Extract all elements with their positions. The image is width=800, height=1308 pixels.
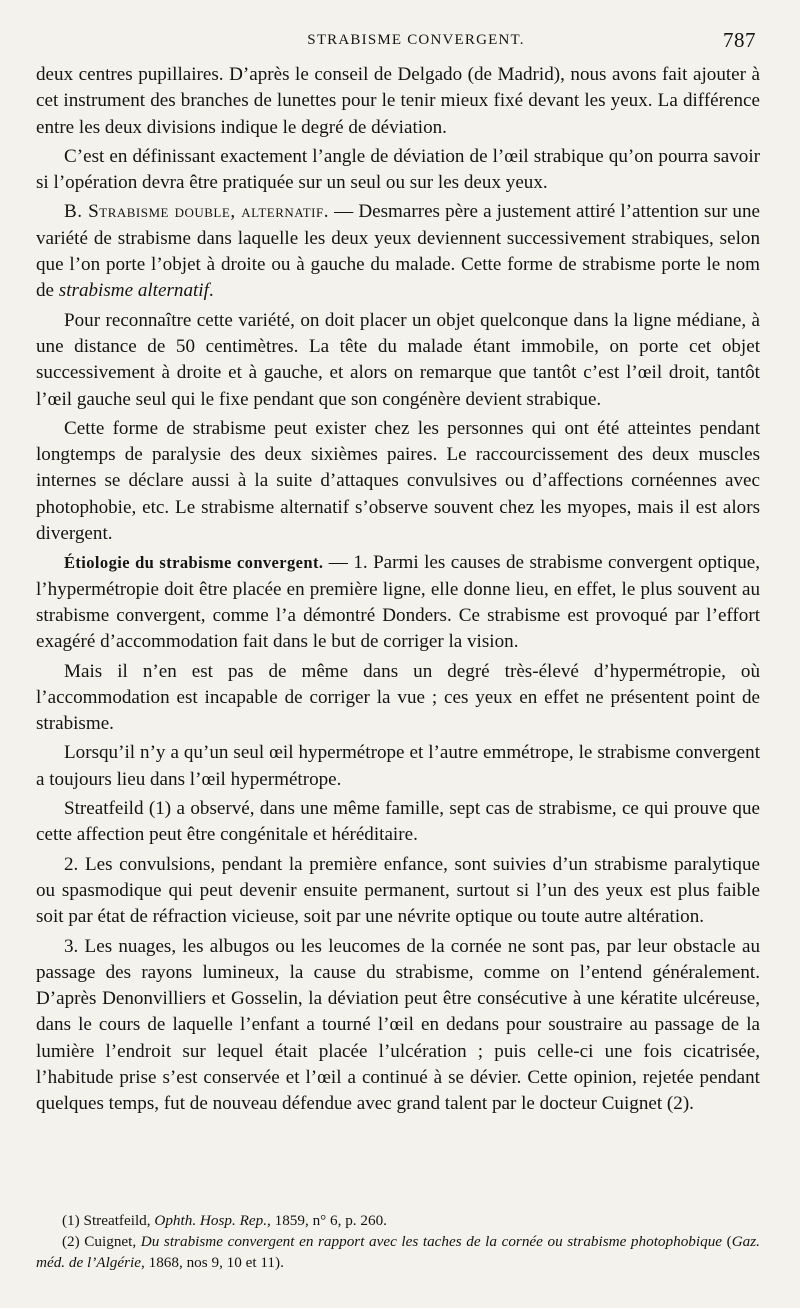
section-heading-etiologie: Étiologie du strabisme convergent. <box>64 553 324 573</box>
term-strabisme-alternatif: strabisme alternatif <box>58 280 209 302</box>
paragraph-5: Cette forme de strabisme peut exister chez les personnes qui ont été atteintes pendant longtemps de paralysie des deux sixièmes paires. Le raccourcissement des deux muscles internes se déclare aussi à la suite d’attaques convulsives ou d’affections cornéennes avec photophobie, etc. Le strabisme alternatif s’observe souvent chez les myopes, mais il est alors divergent. <box>36 417 760 545</box>
paragraph-4: Pour reconnaître cette variété, on doit placer un objet quelconque dans la ligne médiane, à une distance de 50 centimètres. La tête du malade étant immobile, on porte cet objet successivement à droite et à gauche, et alors on remarque que tantôt c’est l’œil droit, tantôt l’œil gauche seul qui le fixe pendant que son congénère devient strabique. <box>36 309 760 410</box>
paragraph-9: Streatfeild (1) a observé, dans une même famille, sept cas de strabisme, ce qui prouve que cette affection peut être congénitale et héréditaire. <box>36 798 760 846</box>
paragraph-8: Lorsqu’il n’y a qu’un seul œil hypermétrope et l’autre emmétrope, le strabisme convergent a toujours lieu dans l’œil hypermétrope. <box>36 742 760 790</box>
paragraph-7: Mais il n’en est pas de même dans un degré très-élevé d’hypermétropie, où l’accommodation est incapable de corriger la vue ; ces yeux en effet ne présentent point de strabisme. <box>36 660 760 735</box>
paragraph-11: 3. Les nuages, les albugos ou les leucomes de la cornée ne sont pas, par leur obstacle au passage des rayons lumineux, la cause du strabisme, comme on l’entend généralement. D’après Denonvilliers et Gosselin, la déviation peut être consécutive à une kératite ulcéreuse, dans le cours de laquelle l’enfant a tourné l’œil en dedans pour soustraire au passage de la lumière l’endroit sur lequel était placée l’ulcération ; puis celle-ci une fois cicatrisée, l’habitude prise s’est conservée et l’œil a continué à se dévier. Cette opinion, rejetée pendant quelques temps, fut de nouveau défendue avec grand talent par le docteur Cuignet (2). <box>36 935 760 1115</box>
running-title: STRABISME CONVERGENT. <box>307 32 525 48</box>
body-text <box>36 62 760 1118</box>
paragraph-1: deux centres pupillaires. D’après le conseil de Delgado (de Madrid), nous avons fait ajouter à cet instrument des branches de lunettes pour le tenir mieux fixé devant les yeux. La différence entre les deux divisions indique le degré de déviation. <box>36 64 760 138</box>
paragraph-3: B. Strabisme double, alternatif. — Desmarres père a justement attiré l’attention sur une variété de strabisme dans laquelle les deux yeux deviennent successivement strabiques, selon que l’on porte l’objet à droite ou à gauche du malade. Cette forme de strabisme porte le nom de strabisme alternatif. <box>36 201 760 302</box>
paragraph-2: C’est en définissant exactement l’angle de déviation de l’œil strabique qu’on pourra savoir si l’opération devra être pratiquée sur un seul ou sur les deux yeux. <box>36 145 760 194</box>
paragraph-10: 2. Les convulsions, pendant la première enfance, sont suivies d’un strabisme paralytique ou spasmodique qui peut devenir ensuite permanent, surtout si l’un des yeux est plus faible soit par état de réfraction vicieuse, soit par une névrite optique ou toute autre altération. <box>36 853 760 928</box>
footnotes <box>36 1210 760 1273</box>
paragraph-6: Étiologie du strabisme convergent. — 1. Parmi les causes de strabisme convergent optique, l’hypermétropie doit être placée en première ligne, elle donne lieu, en effet, le plus souvent au strabisme convergent, comme l’a démontré Donders. Ce strabisme est provoqué par l’effort exagéré d’accommodation fait dans le but de corriger la vision. <box>36 552 760 653</box>
footnote-1: (1) Streatfeild, Ophth. Hosp. Rep., 1859, n° 6, p. 260. <box>62 1212 387 1229</box>
page-number: 787 <box>723 28 756 52</box>
footnote-2: (2) Cuignet, Du strabisme convergent en rapport avec les taches de la cornée ou strabisme photophobique (Gaz. méd. de l’Algérie, 1868, nos 9, 10 et 11). <box>36 1233 760 1271</box>
page-header <box>36 28 756 58</box>
section-heading-b: B. Strabisme double, alternatif. <box>64 201 330 223</box>
